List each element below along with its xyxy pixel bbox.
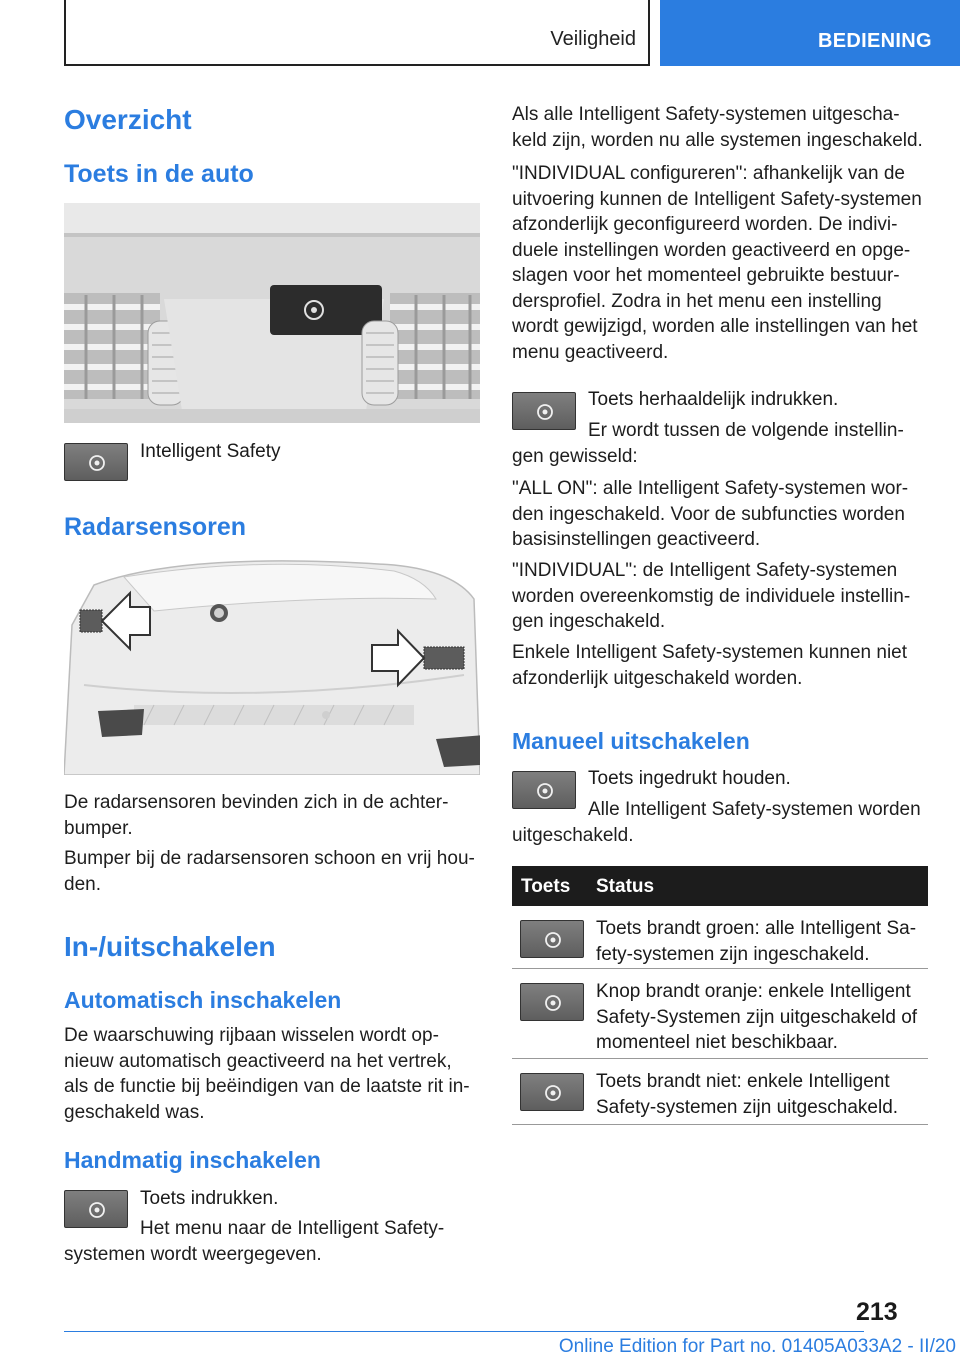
table-row	[512, 906, 928, 969]
dashboard-illustration	[64, 203, 480, 423]
man-line-1: Toets ingedrukt houden.	[588, 768, 791, 789]
key-green-icon	[520, 920, 584, 958]
header-section-title: Veiligheid	[550, 28, 636, 50]
radar-paragraph-2: Bumper bij de radarsensoren schoon en vrij hou-den.	[64, 848, 475, 895]
rear-car-illustration	[64, 555, 480, 775]
heading-radarsensoren: Radarsensoren	[64, 513, 247, 541]
footer-edition-link[interactable]: Online Edition for Part no. 01405A033A2 - II/20	[558, 1336, 956, 1357]
page-number: 213	[856, 1298, 898, 1326]
table-header-toets: Toets	[521, 876, 571, 897]
footer-divider	[64, 1331, 864, 1332]
table-cell-status: Knop brandt oranje: enkele Intelligent Safety-Systemen zijn uitgeschakeld of momenteel niet beschikbaar.	[596, 981, 918, 1053]
man-line-2: Alle Intelligent Safety-systemen worden uitgeschakeld.	[512, 799, 921, 846]
key-label: Intelligent Safety	[140, 441, 281, 462]
key2-line-1: Toets herhaaldelijk indrukken.	[588, 389, 839, 410]
hand-line-2: Het menu naar de Intelligent Safety-systemen wordt weergegeven.	[64, 1218, 445, 1265]
table-header	[512, 866, 928, 906]
heading-handmatig-inschakelen: Handmatig inschakelen	[64, 1147, 321, 1173]
heading-overzicht: Overzicht	[64, 104, 192, 135]
right-paragraph-5: Enkele Intelligent Safety-systemen kunnen niet afzonderlijk uitgeschakeld worden.	[512, 642, 908, 689]
heading-automatisch-inschakelen: Automatisch inschakelen	[64, 987, 342, 1013]
right-paragraph-3: "ALL ON": alle Intelligent Safety-systemen wor-den ingeschakeld. Voor de subfuncties worden basisinstellingen geactiveerd.	[512, 478, 909, 550]
radar-paragraph-1: De radarsensoren bevinden zich in de achter-bumper.	[64, 792, 449, 839]
table-header-status: Status	[596, 876, 655, 897]
table-row	[512, 1059, 928, 1125]
heading-in-uitschakelen: In-/uitschakelen	[64, 931, 276, 962]
key2-line-2: Er wordt tussen de volgende instellin-gen gewisseld:	[512, 420, 904, 467]
dashboard-button-photo	[64, 203, 480, 423]
right-paragraph-4: "INDIVIDUAL": de Intelligent Safety-systemen worden overeenkomstig de individuele instellin-gen ingeschakeld.	[512, 560, 911, 632]
key-off-icon	[520, 1073, 584, 1111]
table-row	[512, 969, 928, 1059]
heading-toets-in-de-auto: Toets in de auto	[64, 160, 254, 188]
table-cell-status: Toets brandt groen: alle Intelligent Sa-fety-systemen zijn ingeschakeld.	[596, 918, 917, 965]
header-chapter-tab[interactable]: BEDIENING	[660, 0, 960, 66]
auto-paragraph: De waarschuwing rijbaan wisselen wordt op-nieuw automatisch geactiveerd na het vertrek, als de functie bij beëindigen van de laatste rit in-geschakeld was.	[64, 1025, 470, 1123]
rear-bumper-photo	[64, 555, 480, 775]
key-orange-icon	[520, 983, 584, 1021]
heading-manueel-uitschakelen: Manueel uitschakelen	[512, 728, 750, 754]
right-paragraph-1: Als alle Intelligent Safety-systemen uitgescha-keld zijn, worden nu alle systemen ingeschakeld.	[512, 104, 923, 151]
right-paragraph-2: "INDIVIDUAL configureren": afhankelijk van de uitvoering kunnen de Intelligent Safety-systemen afzonderlijk geconfigureerd worden. De indivi-duele instellingen worden geactiveerd en opge-slagen voor het momenteel gebruikte bestuur-dersprofiel. Zodra in het menu een instelling wordt gewijzigd, worden alle instellingen van het menu geactiveerd.	[512, 163, 922, 363]
table-cell-status: Toets brandt niet: enkele Intelligent Safety-systemen zijn uitgeschakeld.	[596, 1071, 899, 1118]
hand-line-1: Toets indrukken.	[140, 1188, 279, 1209]
status-table	[512, 866, 928, 1125]
intelligent-safety-key-icon	[64, 443, 128, 481]
